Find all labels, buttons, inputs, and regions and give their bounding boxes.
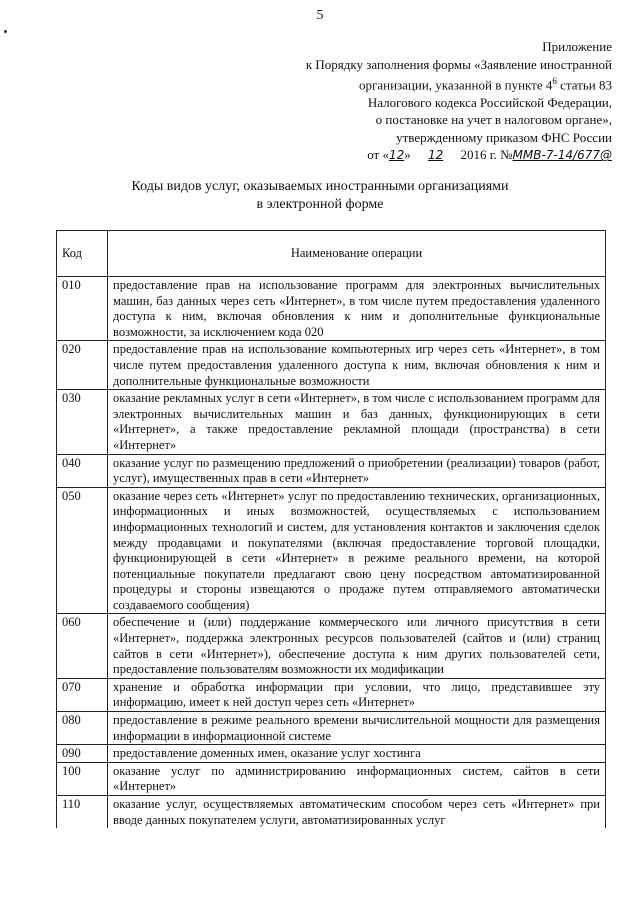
row-description: оказание услуг по размещению предложений о приобретении (реализации) товаров (работ, услуг), имущественных прав в сети «Интернет» (108, 454, 606, 487)
appendix-line-3-text: организации, указанной в пункте 4 (359, 77, 553, 93)
table-row (57, 712, 606, 745)
row-description: хранение и обработка информации при условии, что лицо, представившее эту информацию, имеет к ней доступ через сеть «Интернет» (108, 678, 606, 711)
appendix-line-1: Приложение (542, 39, 612, 54)
row-code: 060 (57, 614, 108, 678)
table-row (57, 762, 606, 795)
row-description: предоставление прав на использование программ для электронных вычислительных машин, баз данных через сеть «Интернет», в том числе путем предоставления удаленного доступа к ним, включая обновления к ним и дополнительные функциональные возможности, за исключением кода 020 (108, 277, 606, 341)
date-sep: » (404, 147, 411, 163)
row-code: 050 (57, 487, 108, 614)
order-number-prefix: № (500, 147, 513, 163)
row-description: оказание услуг, осуществляемых автоматическим способом через сеть «Интернет» при вводе данных покупателем услуги, автоматизированных услуг (108, 796, 606, 829)
order-date-line (192, 146, 612, 165)
document-title (0, 178, 640, 214)
table-row (57, 277, 606, 341)
row-description: оказание услуг по администрированию информационных систем, сайтов в сети «Интернет» (108, 762, 606, 795)
row-description: обеспечение и (или) поддержание коммерческого или личного присутствия в сети «Интернет», поддержка электронных ресурсов пользователей (сайтов и (или) страниц сайтов в сети «Интернет»), обеспечение доступа к ним других пользователей сети, предоставление пользователям возможности их модификации (108, 614, 606, 678)
order-number: ММВ-7-14/677@ (512, 148, 612, 163)
table-row (57, 454, 606, 487)
date-year: 2016 г. (460, 147, 497, 163)
header-operation-name: Наименование операции (108, 231, 606, 277)
row-description: оказание рекламных услуг в сети «Интернет», в том числе с использованием программ для электронных вычислительных машин и баз данных, функционирующих в сети «Интернет», а также предоставление рекламной площади (пространства) в сети «Интернет» (108, 390, 606, 454)
row-code: 090 (57, 745, 108, 763)
date-prefix: от « (367, 147, 389, 163)
row-code: 020 (57, 341, 108, 390)
appendix-line-4: Налогового кодекса Российской Федерации, (367, 94, 612, 110)
row-description: предоставление доменных имен, оказание услуг хостинга (108, 745, 606, 763)
table-row (57, 678, 606, 711)
table-row (57, 796, 606, 829)
row-code: 100 (57, 762, 108, 795)
table-row (57, 614, 606, 678)
row-code: 040 (57, 454, 108, 487)
table-row (57, 390, 606, 454)
table-row (57, 487, 606, 614)
appendix-line-3-suffix: статьи 83 (556, 77, 612, 93)
table-row (57, 341, 606, 390)
page-number: 5 (316, 8, 324, 23)
title-line-1: Коды видов услуг, оказываемых иностранными организациями (131, 179, 509, 194)
table-header-row (57, 231, 606, 277)
appendix-header (192, 38, 612, 165)
row-code: 070 (57, 678, 108, 711)
appendix-line-6: утвержденному приказом ФНС России (396, 129, 612, 145)
date-month: 12 (427, 148, 444, 163)
row-code: 030 (57, 390, 108, 454)
appendix-line-5: о постановке на учет в налоговом органе», (375, 112, 612, 128)
row-code: 110 (57, 796, 108, 829)
table-row (57, 745, 606, 763)
appendix-line-3 (192, 73, 612, 94)
row-code: 010 (57, 277, 108, 341)
scan-speck (4, 30, 7, 33)
row-description: предоставление прав на использование компьютерных игр через сеть «Интернет», в том числе путем предоставления удаленного доступа к ним, включая обновления к ним и дополнительные функциональные возможности (108, 341, 606, 390)
title-line-2: в электронной форме (256, 197, 384, 212)
article-superscript: 6 (552, 76, 557, 86)
appendix-line-2: к Порядку заполнения формы «Заявление иностранной (305, 56, 612, 72)
row-description: оказание через сеть «Интернет» услуг по предоставлению технических, организационных, информационных и иных возможностей, осуществляемых с использованием информационных технологий и систем, для установления контактов и заключения сделок между продавцами и покупателями (включая предоставление торговой площадки, функционирующей в сети «Интернет» в режиме реального времени, на которой потенциальные покупатели предлагают свою цену посредством автоматизированной процедуры и стороны извещаются о продаже путем отправляемого автоматически создаваемого сообщения) (108, 487, 606, 614)
row-code: 080 (57, 712, 108, 745)
header-code: Код (57, 231, 108, 277)
date-day: 12 (388, 148, 405, 163)
row-description: предоставление в режиме реального времени вычислительной мощности для размещения информации в информационной системе (108, 712, 606, 745)
service-codes-table (56, 230, 606, 828)
